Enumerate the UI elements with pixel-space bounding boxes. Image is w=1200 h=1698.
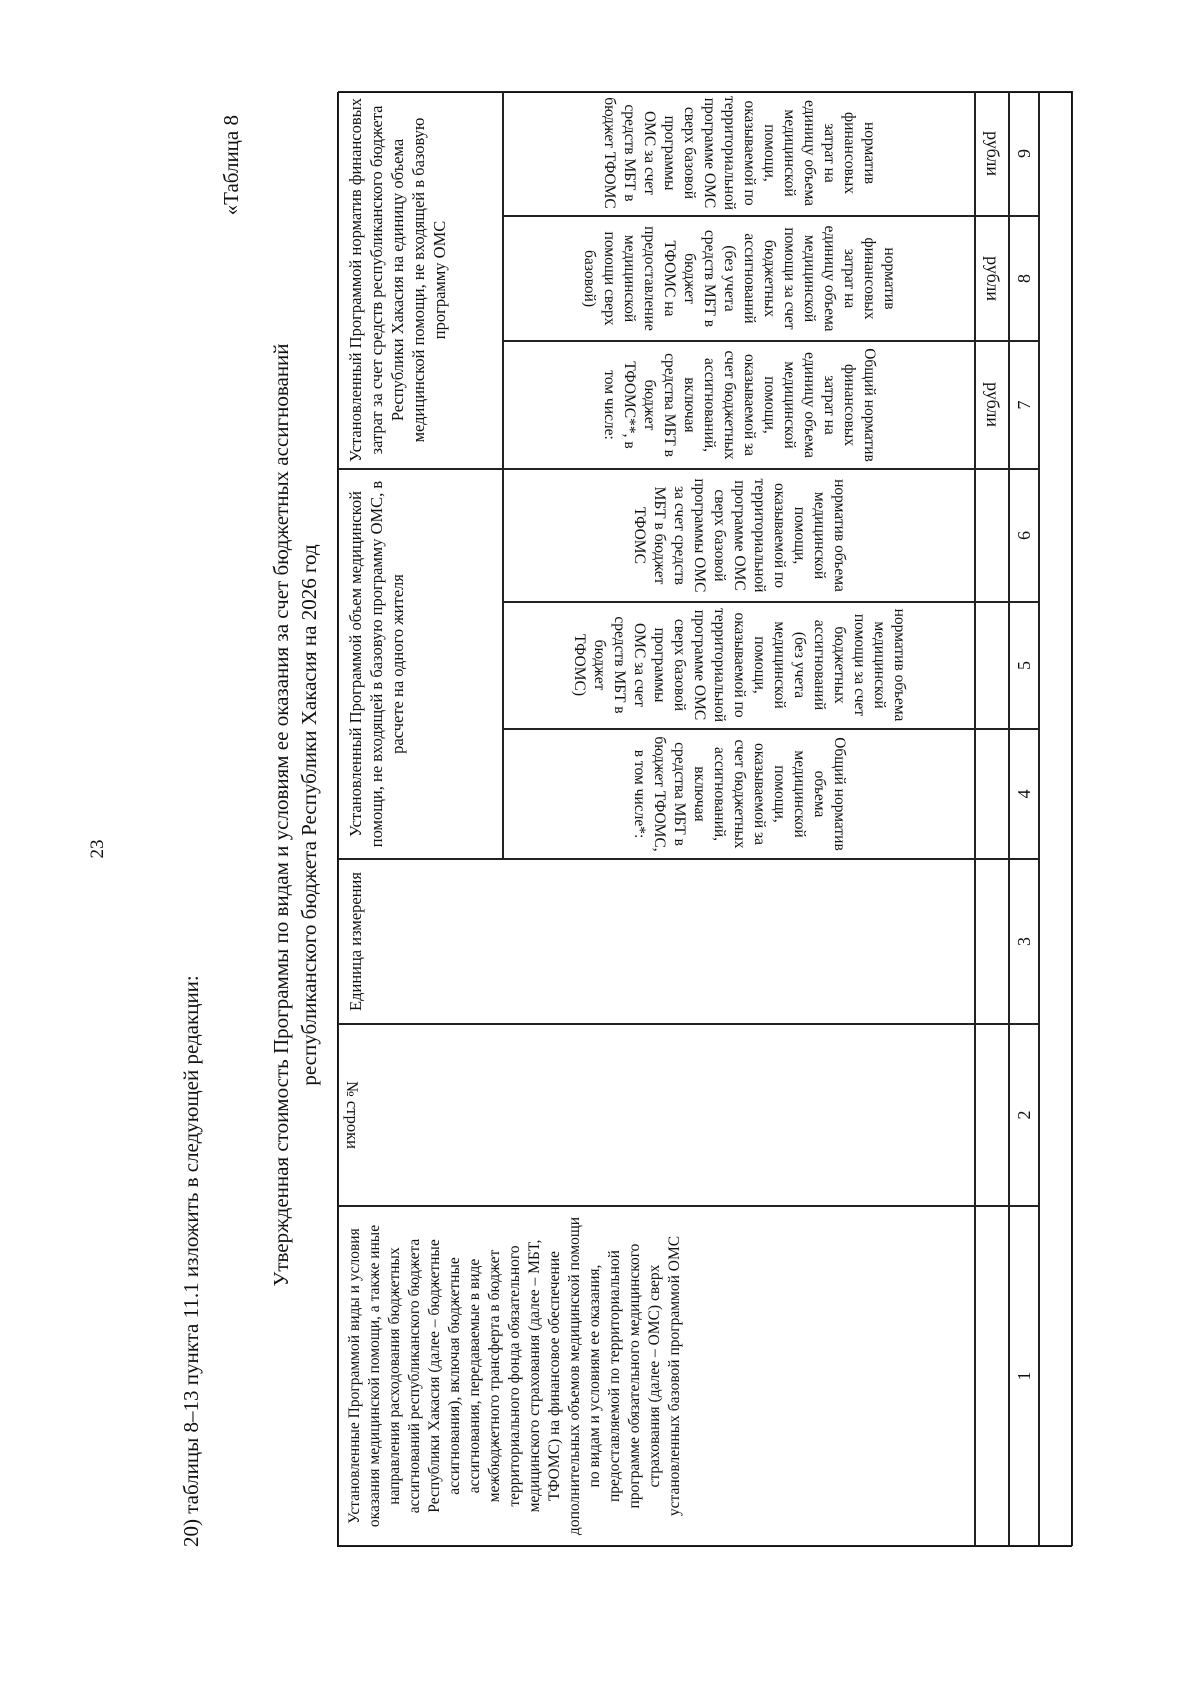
column-number-6 xyxy=(1009,469,1039,602)
header-col4-text: Общий норматив объема медицинской помощи, оказываемой за счет бюджетных ассигнований, включая средства МБТ в бюджет ТФОМС, в том числе*: xyxy=(631,736,848,852)
unit-col7-text: рубли xyxy=(982,382,1003,428)
header-col4 xyxy=(503,729,975,859)
header-col2-text: № строки xyxy=(343,1081,362,1149)
header-col9-text: норматив финансовых затрат на единицу объема медицинской помощи, оказываемой по территориальной программе ОМС сверх базовой программы ОМС за счет средств МБТ в бюджет ТФОМС xyxy=(601,96,878,211)
column-number-2 xyxy=(1009,1024,1039,1206)
column-number-5-text: 5 xyxy=(1013,661,1034,670)
empty-data-row xyxy=(1039,91,1073,1546)
column-number-8-text: 8 xyxy=(1013,274,1034,283)
header-group-volume-text: Установленный Программой объем медицинской помощи, не входящей в базовую программу ОМС, в расчете на одного жителя xyxy=(346,480,407,848)
column-number-7 xyxy=(1009,341,1039,469)
column-number-6-text: 6 xyxy=(1013,531,1034,540)
header-col6 xyxy=(503,469,975,602)
header-col3 xyxy=(338,859,975,1024)
header-col3-text: Единица измерения xyxy=(346,872,365,1011)
header-col2 xyxy=(338,1024,975,1206)
header-col9 xyxy=(503,91,975,216)
rotated-page-content xyxy=(125,85,1085,1615)
unit-cell-col7 xyxy=(975,341,1009,469)
unit-cell-col9 xyxy=(975,91,1009,216)
header-col7 xyxy=(503,341,975,469)
unit-cell-col2 xyxy=(975,1024,1009,1206)
column-number-3-text: 3 xyxy=(1013,937,1034,946)
unit-col8-text: рубли xyxy=(982,256,1003,301)
column-number-9-text: 9 xyxy=(1013,149,1034,158)
header-col8 xyxy=(503,216,975,341)
page-number: 23 xyxy=(87,839,108,859)
header-group-cost-text: Установленный Программой норматив финансовых затрат за счет средств республиканского бюджета Республики Хакасия на единицу объема медицинской помощи, не входящей в базовую программу ОМС xyxy=(346,98,449,462)
header-col8-text: норматив финансовых затрат на единицу объема медицинской помощи за счет бюджетных ассигнований (без учета средств МБТ в бюджет ТФОМС на предоставление медицинской помощи сверх базовой) xyxy=(581,225,898,332)
unit-cell-col8 xyxy=(975,216,1009,341)
column-number-1 xyxy=(1009,1206,1039,1546)
header-col5 xyxy=(503,602,975,729)
column-number-4 xyxy=(1009,729,1039,859)
column-number-1-text: 1 xyxy=(1013,1371,1034,1381)
header-group-cost xyxy=(338,91,503,469)
unit-cell-col4 xyxy=(975,729,1009,859)
unit-cell-col5 xyxy=(975,602,1009,729)
header-col5-text: норматив объема медицинской помощи за счет бюджетных ассигнований (без учета медицинской помощи, оказываемой по территориальной программе ОМС сверх базовой программы ОМС за счет средств МБТ в бюджет ТФОМС) xyxy=(571,608,908,723)
column-number-3 xyxy=(1009,859,1039,1024)
unit-cell-col1 xyxy=(975,1206,1009,1546)
table-label: «Таблица 8 xyxy=(219,115,243,216)
header-col6-text: норматив объема медицинской помощи, оказываемой по территориальной программе ОМС сверх базовой программы ОМС за счет средств МБТ в бюджет ТФОМС xyxy=(631,478,848,593)
header-col1 xyxy=(338,1206,975,1546)
table-title: Утвержденная стоимость Программы по видам и условиям ее оказания за счет бюджетных ассигнований республиканского бюджета Республики Хакасия на 2026 год xyxy=(269,343,321,1287)
column-number-7-text: 7 xyxy=(1013,400,1034,410)
header-col1-text: Установленные Программой виды и условия оказания медицинской помощи, а также иные направления расходования бюджетных ассигнований республиканского бюджета Республики Хакасия (далее – бюджетные ассигнования), включая бюджетные ассигнования, передаваемые в виде межбюджетного трансферта в бюджет территориального фонда обязательного медицинского страхования (далее – МБТ, ТФОМС) на финансовое обеспечение дополнительных объемов медицинской помощи по видам и условиям ее оказания, предоставляемой по территориальной программе обязательного медицинского страхования (далее – ОМС) сверх установленных базовой программой ОМС xyxy=(346,1216,683,1536)
unit-cell-col3 xyxy=(975,859,1009,1024)
column-number-5 xyxy=(1009,602,1039,729)
cost-table xyxy=(337,92,1072,1547)
header-col7-text: Общий норматив финансовых затрат на единицу объема медицинской помощи, оказываемой за счет бюджетных ассигнований, включая средства МБТ в бюджет ТФОМС**, в том числе: xyxy=(601,348,878,462)
column-number-4-text: 4 xyxy=(1013,789,1034,799)
column-number-2-text: 2 xyxy=(1013,1110,1034,1120)
column-number-8 xyxy=(1009,216,1039,341)
column-number-9 xyxy=(1009,91,1039,216)
unit-col9-text: рубли xyxy=(982,131,1003,176)
intro-text: 20) таблицы 8–13 пункта 11.1 изложить в следующей редакции: xyxy=(179,975,203,1547)
unit-cell-col6 xyxy=(975,469,1009,602)
header-group-volume xyxy=(338,469,503,859)
